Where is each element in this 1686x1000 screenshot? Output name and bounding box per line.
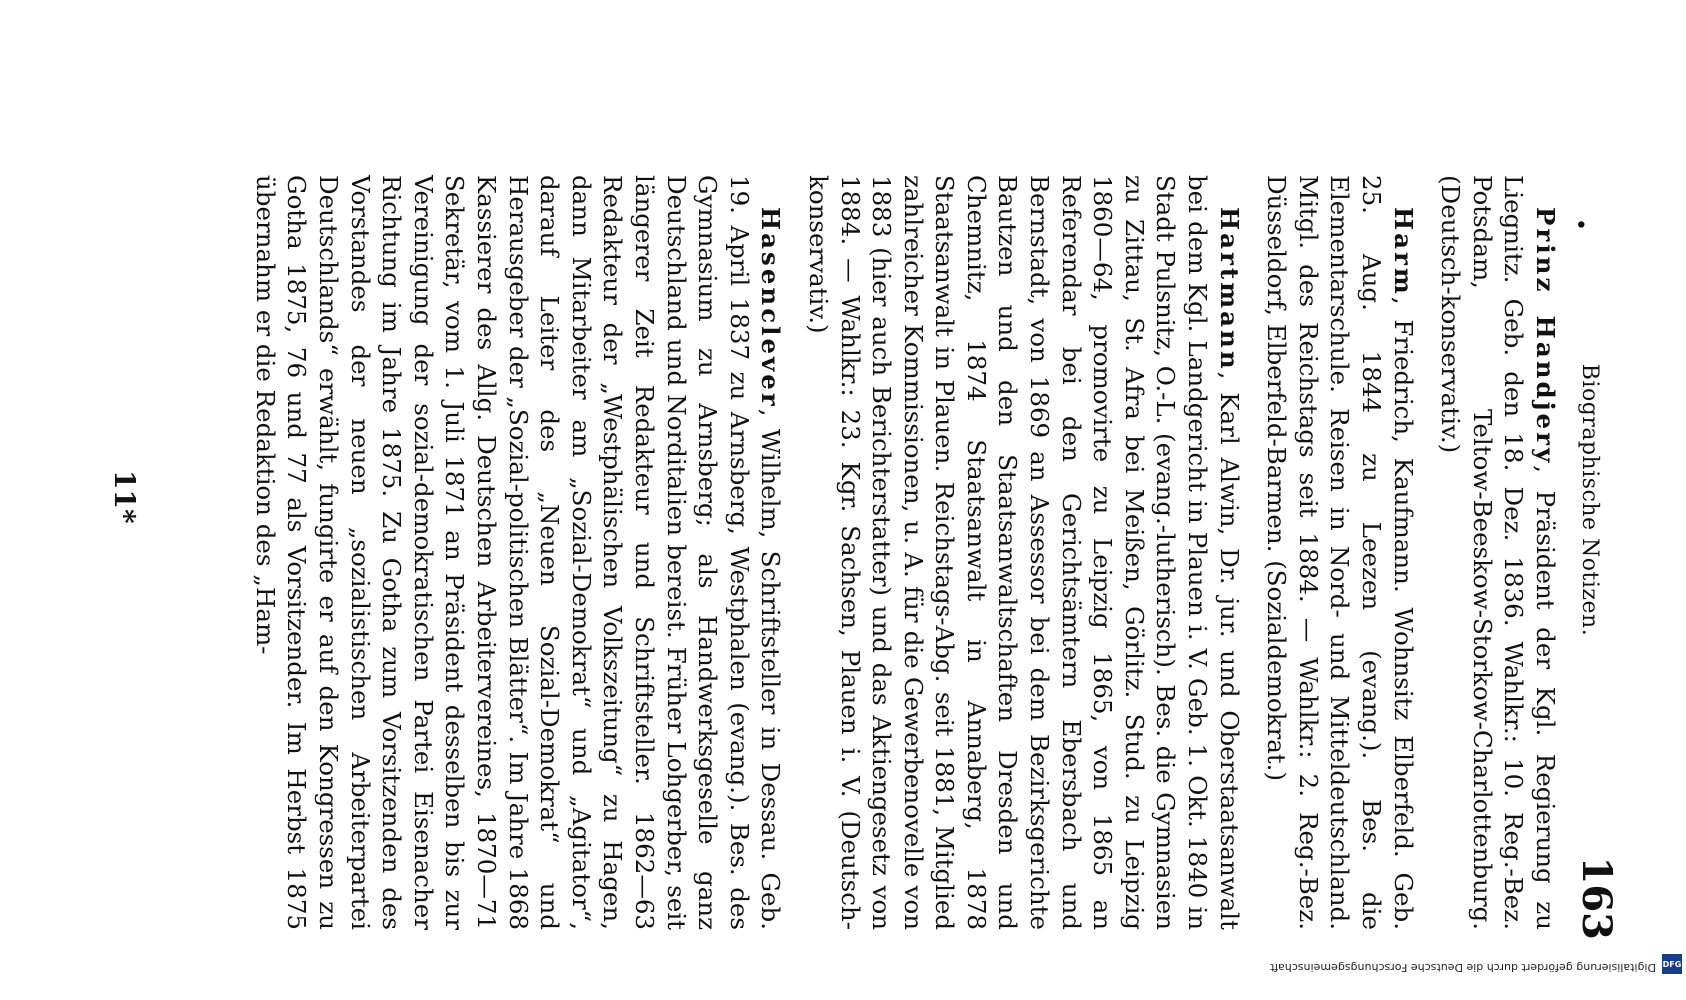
entry-name: Hartmann: [1214, 207, 1244, 372]
entry-text: , Friedrich, Kaufmann. Wohnsitz Elberfeld. Geb. 25. Aug. 1844 zu Leezen (evang.). Bes. die Elementarschule. Reisen in Nord- und Mitteldeutschland. Mitgl. des Reichstags seit 1884. — Wahlkr.: 2. Reg.-Bez. Düsseldorf, Elberfeld-Barmen. (Sozialdemokrat.): [1262, 175, 1418, 930]
sheet-signature: 11*: [108, 470, 141, 524]
header-dot: •: [1567, 218, 1592, 231]
digitization-credit: Digitalisierung gefördert durch die Deutsche Forschungsgemeinschaft: [1270, 961, 1656, 974]
running-title: Biographische Notizen.: [1577, 363, 1602, 637]
entry-text: , Präsident der Kgl. Regierung zu Liegnitz. Geb. den 18. Dez. 1836. Wahlkr.: 10. Reg.-Bez. Potsdam, Teltow-Beeskow-Storkow-Charlottenburg. (Deutsch-konservativ.): [1436, 175, 1560, 930]
entry-text: , Wilhelm, Schriftsteller in Dessau. Geb. 19. April 1837 zu Arnsberg, Westphalen (evang.). Bes. des Gymnasium zu Arnsberg; als Handwerksgeselle ganz Deutschland und Norditalien bereist. Früher Lohgerber, seit längerer Zeit Redakteur und Schriftsteller. 1862—63 Redakteur der „Westphälischen Volkszeitung“ zu Hagen, dann Mitarbeiter am „Sozial-Demokrat“ und „Agitator“, darauf Leiter des „Neuen Sozial-Demokrat“ und Herausgeber der „Sozial-politischen Blätter“. Im Jahre 1868 Kassierer des Allg. Deutschen Arbeitervereines, 1870—71 Sekretär, vom 1. Juli 1871 an Präsident desselben bis zur Vereinigung der sozial-demokratischen Partei Eisenacher Richtung im Jahre 1875. Zu Gotha zum Vorsitzenden des Vorstandes der neuen „sozialistischen Arbeiterpartei Deutschlands“ erwählt, fungirte er auf den Kongressen zu Gotha 1875, 76 und 77 als Vorsitzender. Im Herbst 1875 übernahm er die Redaktion des „Ham-: [250, 175, 786, 930]
entry-name: Prinz Handjery: [1531, 207, 1560, 466]
entry-text: , Karl Alwin, Dr. jur. und Oberstaatsanwalt bei dem Kgl. Landgericht in Plauen i. V. Geb. 1. Okt. 1840 in Stadt Pulsnitz, O.-L. (evang.-lutherisch). Bes. die Gymnasien zu Zittau, St. Afra bei Meißen, Görlitz. Stud. zu Leipzig 1860—64, promovirte zu Leipzig 1865, von 1865 an Referendar bei den Gerichtsämtern Ebersbach und Bernstadt, von 1869 an Assessor bei dem Bezirksgerichte Bautzen und den Staatsanwaltschaften Dresden und Chemnitz, 1874 Staatsanwalt in Annaberg, 1878 Staatsanwalt in Plauen. Reichstags-Abg. seit 1881, Mitglied zahlreicher Kommissionen, u. A. für die Gewerbenovelle von 1883 (hier auch Berichterstatter) und das Aktiengesetz von 1884. — Wahlkr.: 23. Kgr. Sachsen, Plauen i. V. (Deutsch-konservativ.): [803, 175, 1244, 930]
page-number: 163: [1573, 856, 1620, 940]
entry-harm: [1261, 175, 1419, 930]
entry-name: Harm: [1388, 207, 1418, 297]
page-header: [1568, 0, 1628, 1000]
entry-hartmann: [802, 175, 1244, 930]
body-text: [233, 175, 1561, 930]
digitization-footer: [0, 946, 1686, 986]
entry-hasenclever: [249, 175, 786, 930]
entry-name: Hasenclever: [756, 207, 786, 409]
entry-handjery: [1435, 175, 1561, 930]
dfg-logo-icon: DFG: [1662, 954, 1682, 974]
